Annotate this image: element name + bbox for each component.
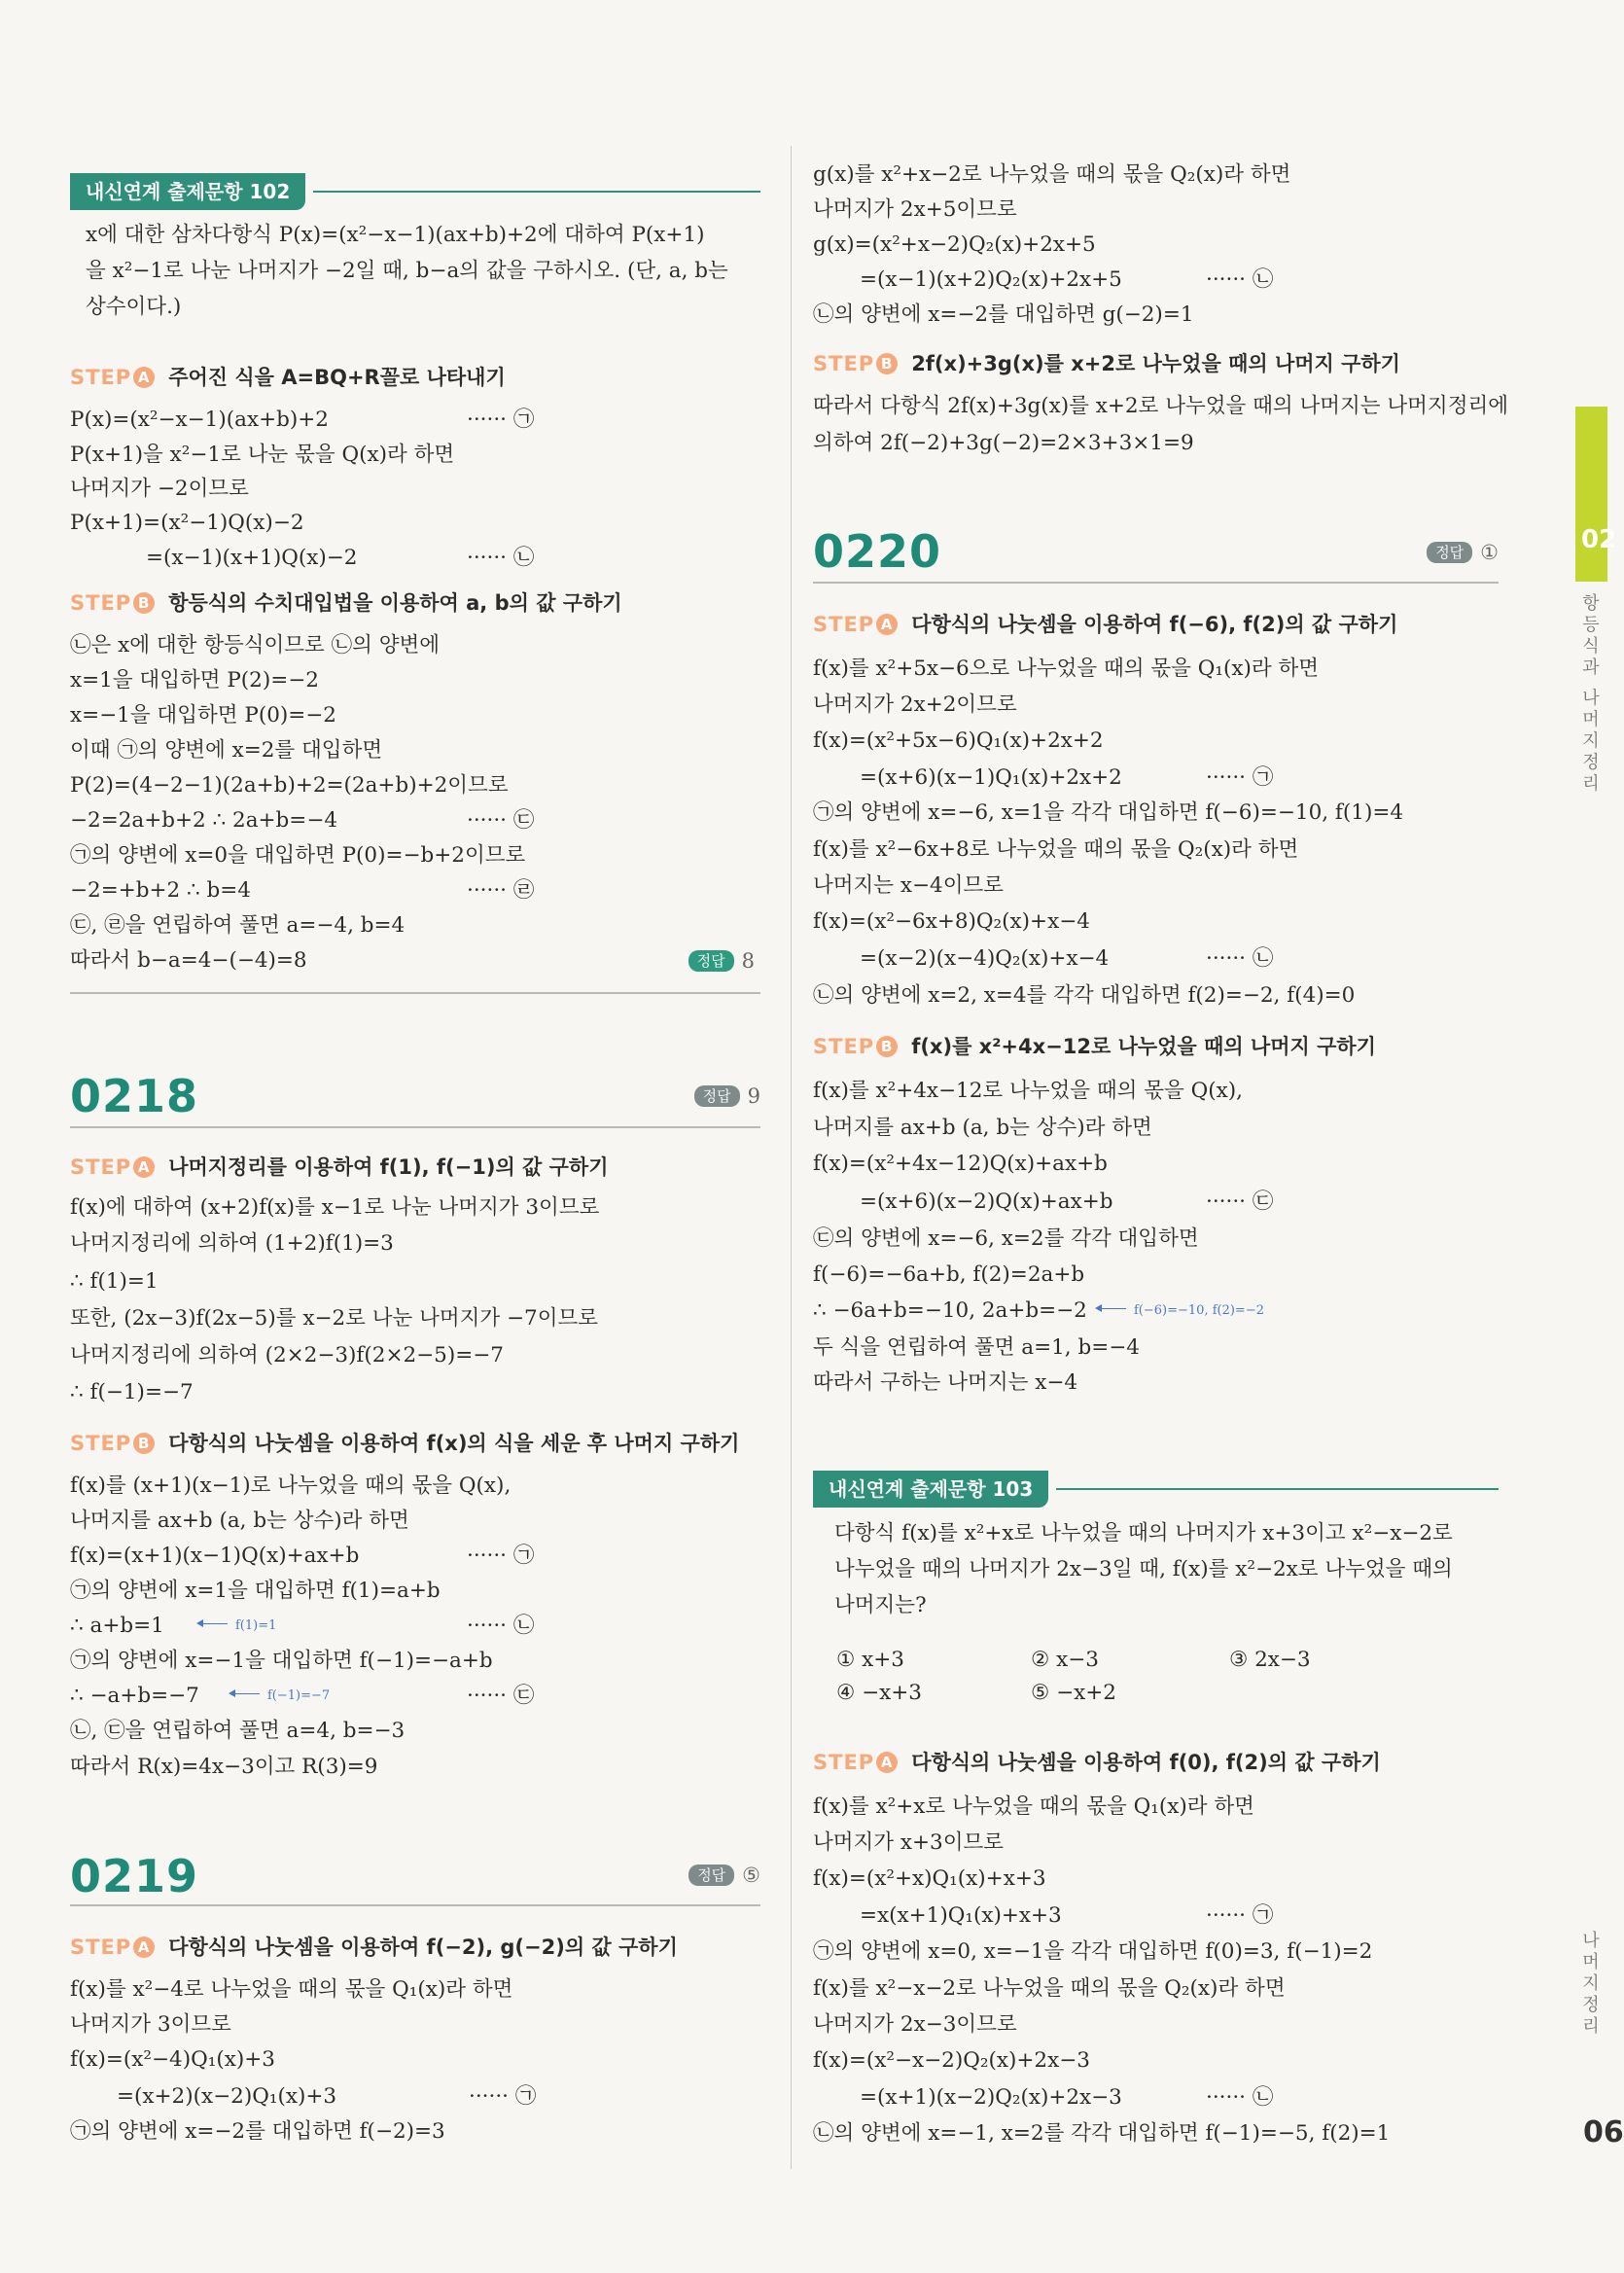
nsyn-header-102 — [70, 173, 760, 210]
step-title: 항등식의 수치대입법을 이용하여 a, b의 값 구하기 — [168, 591, 622, 615]
nsyn-tag: 내신연계 출제문항 103 — [813, 1471, 1048, 1508]
solution-line: ∴ f(−1)=−7 — [70, 1380, 194, 1404]
solution-line: 나머지가 3이므로 — [70, 2012, 231, 2037]
step-title: 다항식의 나눗셈을 이용하여 f(0), f(2)의 값 구하기 — [911, 1751, 1381, 1774]
solution-line: f(x)를 x²+5x−6으로 나누었을 때의 몫을 Q₁(x)라 하면 — [813, 657, 1320, 681]
solution-line: 두 식을 연립하여 풀면 a=1, b=−4 — [813, 1335, 1140, 1360]
solution-line: 이때 ㉠의 양변에 x=2를 대입하면 — [70, 738, 383, 763]
nsyn-tag: 내신연계 출제문항 102 — [70, 173, 305, 210]
margin-note: f(−1)=−7 — [230, 1687, 330, 1706]
step-title: 다항식의 나눗셈을 이용하여 f(−6), f(2)의 값 구하기 — [911, 613, 1398, 636]
equation-mark: ······ ㉠ — [467, 408, 535, 432]
solution-line: f(x)=(x²−4)Q₁(x)+3 — [70, 2047, 275, 2072]
solution-line: ∴ −6a+b=−10, 2a+b=−2 — [813, 1298, 1087, 1323]
solution-line: 나머지를 ax+b (a, b는 상수)라 하면 — [70, 1509, 409, 1533]
arrow-left-icon — [198, 1623, 228, 1625]
solution-line: ㉠의 양변에 x=0, x=−1을 각각 대입하면 f(0)=3, f(−1)=2 — [813, 1939, 1373, 1964]
solution-line: =(x−1)(x+1)Q(x)−2 — [146, 546, 358, 570]
step-a-header — [813, 611, 1397, 638]
solution-line: f(x)=(x²−6x+8)Q₂(x)+x−4 — [813, 909, 1090, 934]
solution-line: 따라서 R(x)=4x−3이고 R(3)=9 — [70, 1755, 378, 1779]
solution-line: g(x)=(x²+x−2)Q₂(x)+2x+5 — [813, 232, 1096, 257]
step-badge: STEP B — [813, 1035, 898, 1058]
section-side-label: 나머지정리 — [1579, 1931, 1600, 2038]
step-b-header — [70, 1430, 739, 1457]
solution-line: 또한, (2x−3)f(2x−5)를 x−2로 나눈 나머지가 −7이므로 — [70, 1306, 599, 1331]
right-column — [813, 0, 1509, 2273]
step-b-header — [813, 1033, 1376, 1060]
step-title: f(x)를 x²+4x−12로 나누었을 때의 나머지 구하기 — [911, 1035, 1376, 1058]
solution-line: 나머지정리에 의하여 (1+2)f(1)=3 — [70, 1231, 394, 1256]
solution-line: 나머지가 x+3이므로 — [813, 1830, 1005, 1855]
solution-line: 따라서 구하는 나머지는 x−4 — [813, 1370, 1078, 1395]
problem-line: 나머지는? — [834, 1593, 927, 1617]
equation-mark: ······ ㉠ — [467, 1544, 535, 1568]
solution-line: P(2)=(4−2−1)(2a+b)+2=(2a+b)+2이므로 — [70, 773, 509, 798]
solution-line: P(x+1)을 x²−1로 나눈 몫을 Q(x)라 하면 — [70, 443, 455, 467]
solution-line: f(x)를 x²−x−2로 나누었을 때의 몫을 Q₂(x)라 하면 — [813, 1976, 1286, 2001]
question-rule — [70, 1126, 760, 1128]
chapter-tab-number: 02 — [1581, 525, 1617, 554]
solution-line: =(x−2)(x−4)Q₂(x)+x−4 — [860, 946, 1110, 971]
step-badge: STEP A — [813, 613, 898, 636]
equation-mark: ······ ㉠ — [469, 2084, 537, 2109]
equation-mark: ······ ㉠ — [1206, 765, 1274, 790]
solution-line: ㉡의 양변에 x=−2를 대입하면 g(−2)=1 — [813, 302, 1194, 327]
solution-line: g(x)를 x²+x−2로 나누었을 때의 몫을 Q₂(x)라 하면 — [813, 162, 1291, 187]
column-divider — [791, 146, 792, 2169]
solution-line: ㉡, ㉢을 연립하여 풀면 a=4, b=−3 — [70, 1719, 406, 1743]
solution-line: ㉠의 양변에 x=1을 대입하면 f(1)=a+b — [70, 1579, 441, 1603]
solution-line: f(x)=(x²+x)Q₁(x)+x+3 — [813, 1866, 1046, 1891]
question-rule — [70, 1904, 760, 1906]
solution-line: ㉠의 양변에 x=−6, x=1을 각각 대입하면 f(−6)=−10, f(1)=4 — [813, 800, 1404, 825]
choice-3[interactable]: ③ 2x−3 — [1229, 1648, 1311, 1672]
page-number: 06 — [1583, 2115, 1624, 2149]
step-title: 다항식의 나눗셈을 이용하여 f(−2), g(−2)의 값 구하기 — [168, 1936, 678, 1959]
left-column — [70, 0, 760, 2273]
solution-line: f(−6)=−6a+b, f(2)=2a+b — [813, 1262, 1085, 1287]
solution-line: f(x)를 x²−6x+8로 나누었을 때의 몫을 Q₂(x)라 하면 — [813, 837, 1299, 862]
step-badge: STEP B — [70, 1432, 155, 1455]
question-rule — [813, 582, 1499, 584]
solution-line: ㉡의 양변에 x=−1, x=2를 각각 대입하면 f(−1)=−5, f(2)=1 — [813, 2121, 1391, 2146]
solution-line: f(x)=(x²−x−2)Q₂(x)+2x−3 — [813, 2048, 1090, 2073]
solution-line: ∴ f(1)=1 — [70, 1269, 159, 1294]
solution-line: f(x)를 x²−4로 나누었을 때의 몫을 Q₁(x)라 하면 — [70, 1977, 513, 2002]
solution-line: 나머지가 2x−3이므로 — [813, 2012, 1017, 2037]
solution-line: 의하여 2f(−2)+3g(−2)=2×3+3×1=9 — [813, 431, 1194, 455]
margin-note: f(−6)=−10, f(2)=−2 — [1097, 1301, 1264, 1321]
chapter-tab[interactable] — [1575, 407, 1607, 582]
step-title: 다항식의 나눗셈을 이용하여 f(x)의 식을 세운 후 나머지 구하기 — [168, 1432, 740, 1455]
step-badge: STEP A — [70, 1936, 155, 1959]
answer-tag: 정답 9 — [694, 1083, 760, 1110]
solution-line: P(x+1)=(x²−1)Q(x)−2 — [70, 511, 304, 535]
solution-line: x=1을 대입하면 P(2)=−2 — [70, 668, 319, 693]
margin-note: f(1)=1 — [198, 1616, 276, 1636]
solution-line: ㉢의 양변에 x=−6, x=2를 각각 대입하면 — [813, 1226, 1199, 1251]
step-a-header — [70, 364, 506, 391]
equation-mark: ······ ㉣ — [467, 878, 535, 903]
step-badge: STEP B — [813, 352, 898, 375]
choice-1[interactable]: ① x+3 — [836, 1648, 904, 1672]
solution-line: 나머지는 x−4이므로 — [813, 873, 1005, 898]
solution-line: f(x)를 (x+1)(x−1)로 나누었을 때의 몫을 Q(x), — [70, 1474, 512, 1498]
solution-line: ㉠의 양변에 x=0을 대입하면 P(0)=−b+2이므로 — [70, 843, 526, 868]
solution-line: 나머지정리에 의하여 (2×2−3)f(2×2−5)=−7 — [70, 1343, 504, 1367]
question-number: 0220 — [813, 525, 942, 578]
nsyn-rule — [1056, 1488, 1499, 1490]
chapter-tab-label: 항등식과 나머지정리 — [1579, 593, 1600, 796]
solution-line: x=−1을 대입하면 P(0)=−2 — [70, 703, 336, 728]
solution-line: =(x+6)(x−1)Q₁(x)+2x+2 — [860, 765, 1122, 790]
step-a-header — [70, 1154, 609, 1181]
problem-line: x에 대한 삼차다항식 P(x)=(x²−x−1)(ax+b)+2에 대하여 P(x+1) — [86, 223, 705, 247]
solution-line: −2=+b+2 ∴ b=4 — [70, 878, 251, 903]
problem-line: 나누었을 때의 나머지가 2x−3일 때, f(x)를 x²−2x로 나누었을 때의 — [834, 1557, 1453, 1581]
equation-mark: ······ ㉢ — [467, 808, 535, 833]
solution-line: ∴ a+b=1 — [70, 1614, 164, 1638]
solution-line: f(x)=(x²+4x−12)Q(x)+ax+b — [813, 1152, 1108, 1176]
step-badge: STEP B — [70, 591, 155, 615]
solution-line: 나머지가 2x+2이므로 — [813, 693, 1017, 717]
equation-mark: ······ ㉡ — [467, 546, 535, 570]
question-number: 0218 — [70, 1070, 199, 1122]
answer-tag: 정답 ① — [1427, 539, 1499, 566]
solution-line: ㉡은 x에 대한 항등식이므로 ㉡의 양변에 — [70, 633, 441, 657]
solution-line: ㉠의 양변에 x=−1을 대입하면 f(−1)=−a+b — [70, 1649, 493, 1673]
step-b-header — [70, 589, 622, 617]
solution-line: f(x)=(x²+5x−6)Q₁(x)+2x+2 — [813, 728, 1104, 753]
solution-line: ㉢, ㉣을 연립하여 풀면 a=−4, b=4 — [70, 913, 406, 938]
solution-line: =(x+6)(x−2)Q(x)+ax+b — [860, 1190, 1113, 1214]
solution-line: 나머지가 2x+5이므로 — [813, 197, 1017, 222]
choice-4[interactable]: ④ −x+3 — [836, 1681, 922, 1705]
solution-line: f(x)를 x²+x로 나누었을 때의 몫을 Q₁(x)라 하면 — [813, 1794, 1254, 1819]
solution-line: =(x+2)(x−2)Q₁(x)+3 — [117, 2084, 337, 2109]
step-a-header — [813, 1749, 1381, 1776]
equation-mark: ······ ㉢ — [467, 1684, 535, 1708]
solution-line: −2=2a+b+2 ∴ 2a+b=−4 — [70, 808, 338, 833]
arrow-left-icon — [1097, 1308, 1126, 1310]
equation-mark: ······ ㉠ — [1206, 1903, 1274, 1928]
solution-line: =(x+1)(x−2)Q₂(x)+2x−3 — [860, 2085, 1122, 2110]
step-title: 주어진 식을 A=BQ+R꼴로 나타내기 — [168, 366, 506, 389]
solution-line: 따라서 b−a=4−(−4)=8 — [70, 948, 307, 973]
step-title: 2f(x)+3g(x)를 x+2로 나누었을 때의 나머지 구하기 — [911, 352, 1400, 375]
question-number: 0219 — [70, 1850, 199, 1902]
choice-5[interactable]: ⑤ −x+2 — [1031, 1681, 1116, 1705]
problem-line: 상수이다.) — [86, 295, 182, 319]
step-badge: STEP A — [70, 1155, 155, 1179]
solution-line: =x(x+1)Q₁(x)+x+3 — [860, 1903, 1062, 1928]
answer-tag: 정답 8 — [688, 947, 755, 975]
solution-line: 따라서 다항식 2f(x)+3g(x)를 x+2로 나누었을 때의 나머지는 나머지정리에 — [813, 394, 1509, 418]
solution-line: f(x)=(x+1)(x−1)Q(x)+ax+b — [70, 1544, 360, 1568]
solution-line: =(x−1)(x+2)Q₂(x)+2x+5 — [860, 267, 1122, 292]
equation-mark: ······ ㉢ — [1206, 1190, 1274, 1214]
solution-line: 나머지를 ax+b (a, b는 상수)라 하면 — [813, 1116, 1152, 1140]
solution-line: ㉡의 양변에 x=2, x=4를 각각 대입하면 f(2)=−2, f(4)=0 — [813, 983, 1356, 1008]
solution-line: ㉠의 양변에 x=−2를 대입하면 f(−2)=3 — [70, 2119, 445, 2144]
solution-line: f(x)에 대하여 (x+2)f(x)를 x−1로 나눈 나머지가 3이므로 — [70, 1195, 600, 1220]
step-badge: STEP A — [70, 366, 155, 389]
equation-mark: ······ ㉡ — [467, 1614, 535, 1638]
section-end-rule — [70, 992, 760, 994]
nsyn-header-103 — [813, 1471, 1499, 1508]
step-a-header — [70, 1934, 678, 1961]
nsyn-rule — [313, 191, 760, 193]
arrow-left-icon — [230, 1693, 260, 1695]
problem-line: 을 x²−1로 나눈 나머지가 −2일 때, b−a의 값을 구하시오. (단, a, b는 — [86, 259, 728, 283]
problem-line: 다항식 f(x)를 x²+x로 나누었을 때의 나머지가 x+3이고 x²−x−2로 — [834, 1521, 1453, 1545]
solution-line: P(x)=(x²−x−1)(ax+b)+2 — [70, 408, 329, 432]
step-b-header — [813, 350, 1400, 377]
equation-mark: ······ ㉡ — [1206, 2085, 1274, 2110]
choice-2[interactable]: ② x−3 — [1031, 1648, 1099, 1672]
answer-tag: 정답 ⑤ — [688, 1862, 760, 1889]
step-title: 나머지정리를 이용하여 f(1), f(−1)의 값 구하기 — [168, 1155, 609, 1179]
equation-mark: ······ ㉡ — [1206, 946, 1274, 971]
solution-line: f(x)를 x²+4x−12로 나누었을 때의 몫을 Q(x), — [813, 1079, 1244, 1103]
solution-line: 나머지가 −2이므로 — [70, 477, 249, 501]
equation-mark: ······ ㉡ — [1206, 267, 1274, 292]
solution-line: ∴ −a+b=−7 — [70, 1684, 199, 1708]
step-badge: STEP A — [813, 1751, 898, 1774]
